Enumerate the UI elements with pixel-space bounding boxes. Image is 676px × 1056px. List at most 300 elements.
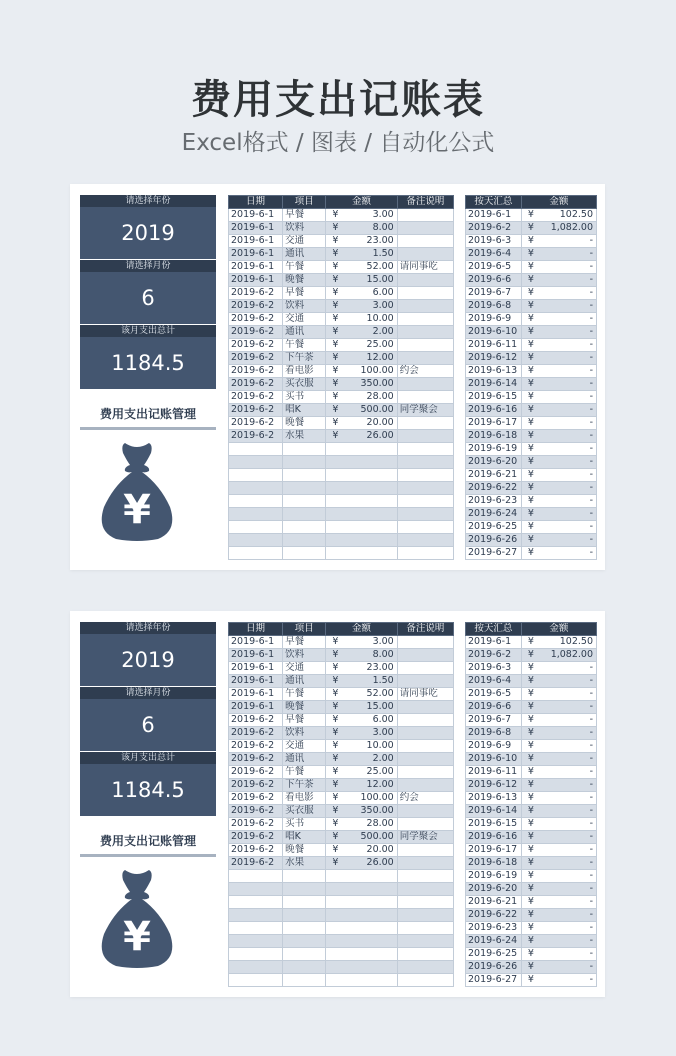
currency-symbol: ¥ <box>332 766 339 777</box>
ledger-date-cell[interactable]: 2019-6-1 <box>229 675 283 688</box>
amount-value: 1,082.00 <box>550 222 593 233</box>
ledger-empty-cell[interactable] <box>283 495 326 508</box>
ledger-note-cell[interactable] <box>397 779 453 792</box>
ledger-amount-cell[interactable] <box>326 391 397 404</box>
ledger-note-cell[interactable] <box>397 248 453 261</box>
ledger-amount-cell[interactable] <box>326 688 397 701</box>
ledger-amount-cell[interactable] <box>326 352 397 365</box>
ledger-empty-cell[interactable] <box>397 935 453 948</box>
ledger-empty-cell[interactable] <box>229 883 283 896</box>
ledger-empty-cell[interactable] <box>326 948 397 961</box>
currency-symbol: ¥ <box>332 339 339 350</box>
ledger-date-cell[interactable]: 2019-6-2 <box>229 378 283 391</box>
daily-amount-cell <box>521 935 596 948</box>
ledger-item-cell[interactable]: 饮料 <box>283 222 326 235</box>
money-bag-icon <box>98 866 176 968</box>
amount-wrap <box>524 469 594 481</box>
sheet-card <box>70 611 605 997</box>
ledger-row <box>229 740 454 753</box>
amount-wrap <box>524 935 594 947</box>
ledger-amount-cell[interactable] <box>326 274 397 287</box>
ledger-note-cell[interactable]: 同学聚会 <box>397 404 453 417</box>
ledger-item-cell[interactable]: 通讯 <box>283 675 326 688</box>
daily-date-cell: 2019-6-18 <box>466 857 522 870</box>
ledger-amount-cell[interactable] <box>326 714 397 727</box>
amount-wrap <box>524 805 594 817</box>
currency-symbol: ¥ <box>332 636 339 647</box>
ledger-amount-cell[interactable] <box>326 675 397 688</box>
daily-row <box>466 313 597 326</box>
ledger-note-cell[interactable] <box>397 818 453 831</box>
ledger-empty-cell[interactable] <box>229 974 283 987</box>
ledger-empty-cell[interactable] <box>397 896 453 909</box>
ledger-note-cell[interactable] <box>397 430 453 443</box>
ledger-empty-cell[interactable] <box>397 508 453 521</box>
ledger-amount-cell[interactable] <box>326 222 397 235</box>
daily-amount-cell <box>521 404 596 417</box>
ledger-empty-cell[interactable] <box>326 534 397 547</box>
daily-date-cell: 2019-6-8 <box>466 727 522 740</box>
total-value: 1184.5 <box>80 337 216 389</box>
currency-symbol: ¥ <box>527 714 534 725</box>
ledger-date-cell[interactable]: 2019-6-2 <box>229 818 283 831</box>
ledger-item-cell[interactable]: 下午茶 <box>283 352 326 365</box>
ledger-date-cell[interactable]: 2019-6-1 <box>229 261 283 274</box>
ledger-date-cell[interactable]: 2019-6-1 <box>229 636 283 649</box>
ledger-date-cell[interactable]: 2019-6-1 <box>229 688 283 701</box>
ledger-amount-cell[interactable] <box>326 792 397 805</box>
ledger-empty-cell[interactable] <box>397 870 453 883</box>
ledger-empty-cell[interactable] <box>283 896 326 909</box>
ledger-item-cell[interactable]: 午餐 <box>283 688 326 701</box>
ledger-empty-cell[interactable] <box>229 443 283 456</box>
amount-wrap <box>524 313 594 325</box>
ledger-empty-cell[interactable] <box>326 935 397 948</box>
ledger-empty-cell[interactable] <box>326 508 397 521</box>
ledger-amount-cell[interactable] <box>326 740 397 753</box>
amount-value: - <box>589 430 593 441</box>
ledger-empty-cell[interactable] <box>229 909 283 922</box>
ledger-amount-cell[interactable] <box>326 649 397 662</box>
ledger-empty-cell[interactable] <box>283 508 326 521</box>
currency-symbol: ¥ <box>527 831 534 842</box>
ledger-row <box>229 378 454 391</box>
ledger-empty-cell[interactable] <box>229 482 283 495</box>
ledger-empty-cell[interactable] <box>229 456 283 469</box>
ledger-empty-cell[interactable] <box>229 948 283 961</box>
ledger-amount-cell[interactable] <box>326 766 397 779</box>
ledger-amount-cell[interactable] <box>326 844 397 857</box>
ledger-date-cell[interactable]: 2019-6-2 <box>229 417 283 430</box>
ledger-note-cell[interactable] <box>397 649 453 662</box>
ledger-empty-cell[interactable] <box>229 547 283 560</box>
daily-amount-cell <box>521 766 596 779</box>
ledger-date-cell[interactable]: 2019-6-2 <box>229 391 283 404</box>
ledger-empty-cell[interactable] <box>397 909 453 922</box>
ledger-date-cell[interactable]: 2019-6-2 <box>229 287 283 300</box>
ledger-empty-cell[interactable] <box>283 870 326 883</box>
amount-wrap <box>524 948 594 960</box>
ledger-empty-cell[interactable] <box>283 974 326 987</box>
daily-amount-cell <box>521 740 596 753</box>
ledger-note-cell[interactable] <box>397 675 453 688</box>
ledger-date-cell[interactable]: 2019-6-2 <box>229 300 283 313</box>
ledger-empty-cell[interactable] <box>283 482 326 495</box>
ledger-note-cell[interactable]: 同学聚会 <box>397 831 453 844</box>
ledger-empty-cell[interactable] <box>326 883 397 896</box>
ledger-row <box>229 443 454 456</box>
ledger-empty-cell[interactable] <box>283 961 326 974</box>
year-select[interactable]: 2019 <box>80 634 216 686</box>
total-label: 该月支出总计 <box>80 752 216 764</box>
amount-value: 1.50 <box>372 248 394 259</box>
daily-amount-cell <box>521 521 596 534</box>
ledger-date-cell[interactable]: 2019-6-1 <box>229 209 283 222</box>
ledger-note-cell[interactable]: 约会 <box>397 792 453 805</box>
ledger-item-cell[interactable]: 交通 <box>283 662 326 675</box>
ledger-date-cell[interactable]: 2019-6-2 <box>229 805 283 818</box>
ledger-empty-cell[interactable] <box>229 961 283 974</box>
ledger-row <box>229 753 454 766</box>
ledger-amount-cell[interactable] <box>326 818 397 831</box>
ledger-empty-cell[interactable] <box>283 443 326 456</box>
ledger-note-cell[interactable] <box>397 701 453 714</box>
ledger-empty-cell[interactable] <box>397 534 453 547</box>
ledger-item-cell[interactable]: 通讯 <box>283 248 326 261</box>
ledger-empty-cell[interactable] <box>229 935 283 948</box>
ledger-empty-cell[interactable] <box>229 469 283 482</box>
daily-row <box>466 922 597 935</box>
ledger-date-cell[interactable]: 2019-6-2 <box>229 766 283 779</box>
daily-row <box>466 909 597 922</box>
currency-symbol: ¥ <box>332 818 339 829</box>
daily-row <box>466 417 597 430</box>
ledger-empty-cell[interactable] <box>397 521 453 534</box>
ledger-amount-cell[interactable] <box>326 805 397 818</box>
ledger-item-cell[interactable]: 唱K <box>283 404 326 417</box>
amount-wrap <box>328 209 394 221</box>
ledger-note-cell[interactable] <box>397 766 453 779</box>
currency-symbol: ¥ <box>527 753 534 764</box>
ledger-note-cell[interactable] <box>397 753 453 766</box>
ledger-note-cell[interactable] <box>397 222 453 235</box>
ledger-row <box>229 909 454 922</box>
ledger-date-cell[interactable]: 2019-6-1 <box>229 222 283 235</box>
ledger-amount-cell[interactable] <box>326 209 397 222</box>
ledger-note-cell[interactable] <box>397 805 453 818</box>
ledger-empty-cell[interactable] <box>397 547 453 560</box>
ledger-amount-cell[interactable] <box>326 313 397 326</box>
amount-value: 12.00 <box>366 779 394 790</box>
ledger-item-cell[interactable]: 晚餐 <box>283 701 326 714</box>
ledger-date-cell[interactable]: 2019-6-1 <box>229 649 283 662</box>
ledger-amount-cell[interactable] <box>326 261 397 274</box>
ledger-empty-cell[interactable] <box>283 935 326 948</box>
ledger-amount-cell[interactable] <box>326 753 397 766</box>
ledger-item-cell[interactable]: 买衣服 <box>283 805 326 818</box>
ledger-date-cell[interactable]: 2019-6-2 <box>229 339 283 352</box>
ledger-date-cell[interactable]: 2019-6-2 <box>229 779 283 792</box>
ledger-note-cell[interactable]: 请同事吃 <box>397 688 453 701</box>
ledger-note-cell[interactable] <box>397 391 453 404</box>
ledger-date-cell[interactable]: 2019-6-1 <box>229 701 283 714</box>
month-select[interactable]: 6 <box>80 272 216 324</box>
ledger-item-cell[interactable]: 早餐 <box>283 636 326 649</box>
daily-date-cell: 2019-6-1 <box>466 636 522 649</box>
daily-amount-cell <box>521 792 596 805</box>
daily-amount-cell <box>521 753 596 766</box>
ledger-item-cell[interactable]: 饮料 <box>283 649 326 662</box>
ledger-note-cell[interactable] <box>397 339 453 352</box>
ledger-amount-cell[interactable] <box>326 636 397 649</box>
ledger-row <box>229 326 454 339</box>
ledger-note-cell[interactable] <box>397 274 453 287</box>
ledger-item-cell[interactable]: 午餐 <box>283 261 326 274</box>
ledger-date-cell[interactable]: 2019-6-2 <box>229 844 283 857</box>
ledger-date-cell[interactable]: 2019-6-2 <box>229 365 283 378</box>
ledger-row <box>229 287 454 300</box>
ledger-date-cell[interactable]: 2019-6-2 <box>229 326 283 339</box>
ledger-amount-cell[interactable] <box>326 701 397 714</box>
ledger-empty-cell[interactable] <box>397 456 453 469</box>
ledger-empty-cell[interactable] <box>326 469 397 482</box>
amount-value: 28.00 <box>366 391 394 402</box>
ledger-empty-cell[interactable] <box>229 870 283 883</box>
ledger-date-cell[interactable]: 2019-6-2 <box>229 714 283 727</box>
ledger-item-cell[interactable]: 水果 <box>283 857 326 870</box>
amount-value: - <box>589 688 593 699</box>
amount-wrap <box>524 248 594 260</box>
daily-row <box>466 365 597 378</box>
amount-wrap <box>524 701 594 713</box>
currency-symbol: ¥ <box>332 688 339 699</box>
ledger-empty-cell[interactable] <box>283 922 326 935</box>
currency-symbol: ¥ <box>527 521 534 532</box>
ledger-note-cell[interactable] <box>397 662 453 675</box>
ledger-item-cell[interactable]: 饮料 <box>283 727 326 740</box>
ledger-row <box>229 534 454 547</box>
ledger-date-cell[interactable]: 2019-6-2 <box>229 740 283 753</box>
ledger-empty-cell[interactable] <box>229 495 283 508</box>
ledger-item-cell[interactable]: 通讯 <box>283 753 326 766</box>
ledger-item-cell[interactable]: 水果 <box>283 430 326 443</box>
ledger-item-cell[interactable]: 午餐 <box>283 339 326 352</box>
ledger-item-cell[interactable]: 晚餐 <box>283 274 326 287</box>
ledger-empty-cell[interactable] <box>397 495 453 508</box>
ledger-empty-cell[interactable] <box>397 974 453 987</box>
daily-summary-table <box>465 195 597 560</box>
ledger-note-cell[interactable] <box>397 313 453 326</box>
ledger-empty-cell[interactable] <box>283 909 326 922</box>
daily-amount-cell <box>521 818 596 831</box>
amount-value: - <box>589 313 593 324</box>
ledger-note-cell[interactable] <box>397 636 453 649</box>
sheet-card <box>70 184 605 570</box>
ledger-note-cell[interactable] <box>397 300 453 313</box>
ledger-date-cell[interactable]: 2019-6-2 <box>229 753 283 766</box>
ledger-date-cell[interactable]: 2019-6-1 <box>229 248 283 261</box>
ledger-amount-cell[interactable] <box>326 404 397 417</box>
ledger-amount-cell[interactable] <box>326 831 397 844</box>
ledger-note-cell[interactable] <box>397 727 453 740</box>
ledger-note-cell[interactable] <box>397 857 453 870</box>
ledger-empty-cell[interactable] <box>283 534 326 547</box>
ledger-empty-cell[interactable] <box>326 974 397 987</box>
ledger-note-cell[interactable] <box>397 714 453 727</box>
amount-value: 500.00 <box>360 831 394 842</box>
ledger-date-cell[interactable]: 2019-6-2 <box>229 831 283 844</box>
ledger-empty-cell[interactable] <box>229 534 283 547</box>
ledger-date-cell[interactable]: 2019-6-2 <box>229 313 283 326</box>
ledger-item-cell[interactable]: 通讯 <box>283 326 326 339</box>
ledger-item-cell[interactable]: 买书 <box>283 818 326 831</box>
ledger-empty-cell[interactable] <box>397 469 453 482</box>
ledger-empty-cell[interactable] <box>326 896 397 909</box>
currency-symbol: ¥ <box>332 326 339 337</box>
ledger-amount-cell[interactable] <box>326 300 397 313</box>
daily-date-cell: 2019-6-9 <box>466 740 522 753</box>
ledger-empty-cell[interactable] <box>326 521 397 534</box>
ledger-empty-cell[interactable] <box>397 961 453 974</box>
ledger-item-cell[interactable]: 早餐 <box>283 714 326 727</box>
ledger-empty-cell[interactable] <box>326 482 397 495</box>
ledger-amount-cell[interactable] <box>326 365 397 378</box>
ledger-empty-cell[interactable] <box>397 948 453 961</box>
ledger-row <box>229 313 454 326</box>
amount-wrap <box>328 261 394 273</box>
currency-symbol: ¥ <box>527 766 534 777</box>
year-select[interactable]: 2019 <box>80 207 216 259</box>
ledger-amount-cell[interactable] <box>326 326 397 339</box>
ledger-amount-cell[interactable] <box>326 417 397 430</box>
ledger-amount-cell[interactable] <box>326 339 397 352</box>
ledger-item-cell[interactable]: 早餐 <box>283 287 326 300</box>
ledger-empty-cell[interactable] <box>397 443 453 456</box>
daily-row <box>466 352 597 365</box>
ledger-note-cell[interactable] <box>397 740 453 753</box>
ledger-empty-cell[interactable] <box>283 948 326 961</box>
ledger-note-cell[interactable] <box>397 235 453 248</box>
ledger-date-cell[interactable]: 2019-6-2 <box>229 430 283 443</box>
ledger-date-cell[interactable]: 2019-6-1 <box>229 235 283 248</box>
ledger-empty-cell[interactable] <box>229 508 283 521</box>
ledger-date-cell[interactable]: 2019-6-2 <box>229 857 283 870</box>
ledger-note-cell[interactable] <box>397 417 453 430</box>
ledger-note-cell[interactable]: 约会 <box>397 365 453 378</box>
ledger-empty-cell[interactable] <box>326 443 397 456</box>
ledger-empty-cell[interactable] <box>326 909 397 922</box>
ledger-empty-cell[interactable] <box>326 495 397 508</box>
ledger-empty-cell[interactable] <box>326 456 397 469</box>
ledger-note-cell[interactable] <box>397 209 453 222</box>
ledger-note-cell[interactable] <box>397 326 453 339</box>
ledger-empty-cell[interactable] <box>283 883 326 896</box>
ledger-amount-cell[interactable] <box>326 378 397 391</box>
ledger-item-cell[interactable]: 交通 <box>283 313 326 326</box>
amount-value: 28.00 <box>366 818 394 829</box>
ledger-amount-cell[interactable] <box>326 857 397 870</box>
ledger-item-cell[interactable]: 交通 <box>283 740 326 753</box>
ledger-date-cell[interactable]: 2019-6-2 <box>229 727 283 740</box>
ledger-note-cell[interactable]: 请同事吃 <box>397 261 453 274</box>
ledger-empty-cell[interactable] <box>326 870 397 883</box>
ledger-note-cell[interactable] <box>397 287 453 300</box>
currency-symbol: ¥ <box>332 391 339 402</box>
currency-symbol: ¥ <box>527 508 534 519</box>
ledger-item-cell[interactable]: 晚餐 <box>283 844 326 857</box>
currency-symbol: ¥ <box>332 805 339 816</box>
ledger-amount-cell[interactable] <box>326 779 397 792</box>
ledger-note-cell[interactable] <box>397 378 453 391</box>
ledger-amount-cell[interactable] <box>326 248 397 261</box>
ledger-item-cell[interactable]: 买书 <box>283 391 326 404</box>
ledger-date-cell[interactable]: 2019-6-1 <box>229 274 283 287</box>
ledger-empty-cell[interactable] <box>229 922 283 935</box>
ledger-empty-cell[interactable] <box>283 469 326 482</box>
amount-wrap <box>524 339 594 351</box>
ledger-note-cell[interactable] <box>397 352 453 365</box>
daily-row <box>466 675 597 688</box>
ledger-date-cell[interactable]: 2019-6-1 <box>229 662 283 675</box>
daily-column-header: 金额 <box>521 623 596 636</box>
ledger-amount-cell[interactable] <box>326 662 397 675</box>
ledger-amount-cell[interactable] <box>326 287 397 300</box>
ledger-empty-cell[interactable] <box>397 883 453 896</box>
ledger-empty-cell[interactable] <box>397 922 453 935</box>
ledger-item-cell[interactable]: 唱K <box>283 831 326 844</box>
ledger-empty-cell[interactable] <box>283 456 326 469</box>
ledger-empty-cell[interactable] <box>229 896 283 909</box>
ledger-item-cell[interactable]: 交通 <box>283 235 326 248</box>
amount-wrap <box>328 844 394 856</box>
ledger-item-cell[interactable]: 早餐 <box>283 209 326 222</box>
ledger-empty-cell[interactable] <box>326 922 397 935</box>
ledger-amount-cell[interactable] <box>326 430 397 443</box>
ledger-date-cell[interactable]: 2019-6-2 <box>229 404 283 417</box>
ledger-row <box>229 935 454 948</box>
ledger-empty-cell[interactable] <box>283 547 326 560</box>
ledger-empty-cell[interactable] <box>397 482 453 495</box>
amount-value: 500.00 <box>360 404 394 415</box>
ledger-item-cell[interactable]: 下午茶 <box>283 779 326 792</box>
ledger-amount-cell[interactable] <box>326 235 397 248</box>
ledger-amount-cell[interactable] <box>326 727 397 740</box>
daily-amount-cell <box>521 508 596 521</box>
amount-value: 20.00 <box>366 417 394 428</box>
daily-row <box>466 274 597 287</box>
ledger-empty-cell[interactable] <box>326 961 397 974</box>
ledger-date-cell[interactable]: 2019-6-2 <box>229 352 283 365</box>
ledger-item-cell[interactable]: 看电影 <box>283 792 326 805</box>
ledger-empty-cell[interactable] <box>229 521 283 534</box>
ledger-empty-cell[interactable] <box>283 521 326 534</box>
ledger-date-cell[interactable]: 2019-6-2 <box>229 792 283 805</box>
ledger-item-cell[interactable]: 午餐 <box>283 766 326 779</box>
amount-wrap <box>524 740 594 752</box>
ledger-item-cell[interactable]: 看电影 <box>283 365 326 378</box>
ledger-empty-cell[interactable] <box>326 547 397 560</box>
daily-amount-cell <box>521 326 596 339</box>
ledger-item-cell[interactable]: 晚餐 <box>283 417 326 430</box>
currency-symbol: ¥ <box>527 922 534 933</box>
month-select[interactable]: 6 <box>80 699 216 751</box>
daily-amount-cell <box>521 482 596 495</box>
ledger-note-cell[interactable] <box>397 844 453 857</box>
amount-value: - <box>589 235 593 246</box>
amount-value: 6.00 <box>372 287 394 298</box>
ledger-item-cell[interactable]: 买衣服 <box>283 378 326 391</box>
ledger-item-cell[interactable]: 饮料 <box>283 300 326 313</box>
